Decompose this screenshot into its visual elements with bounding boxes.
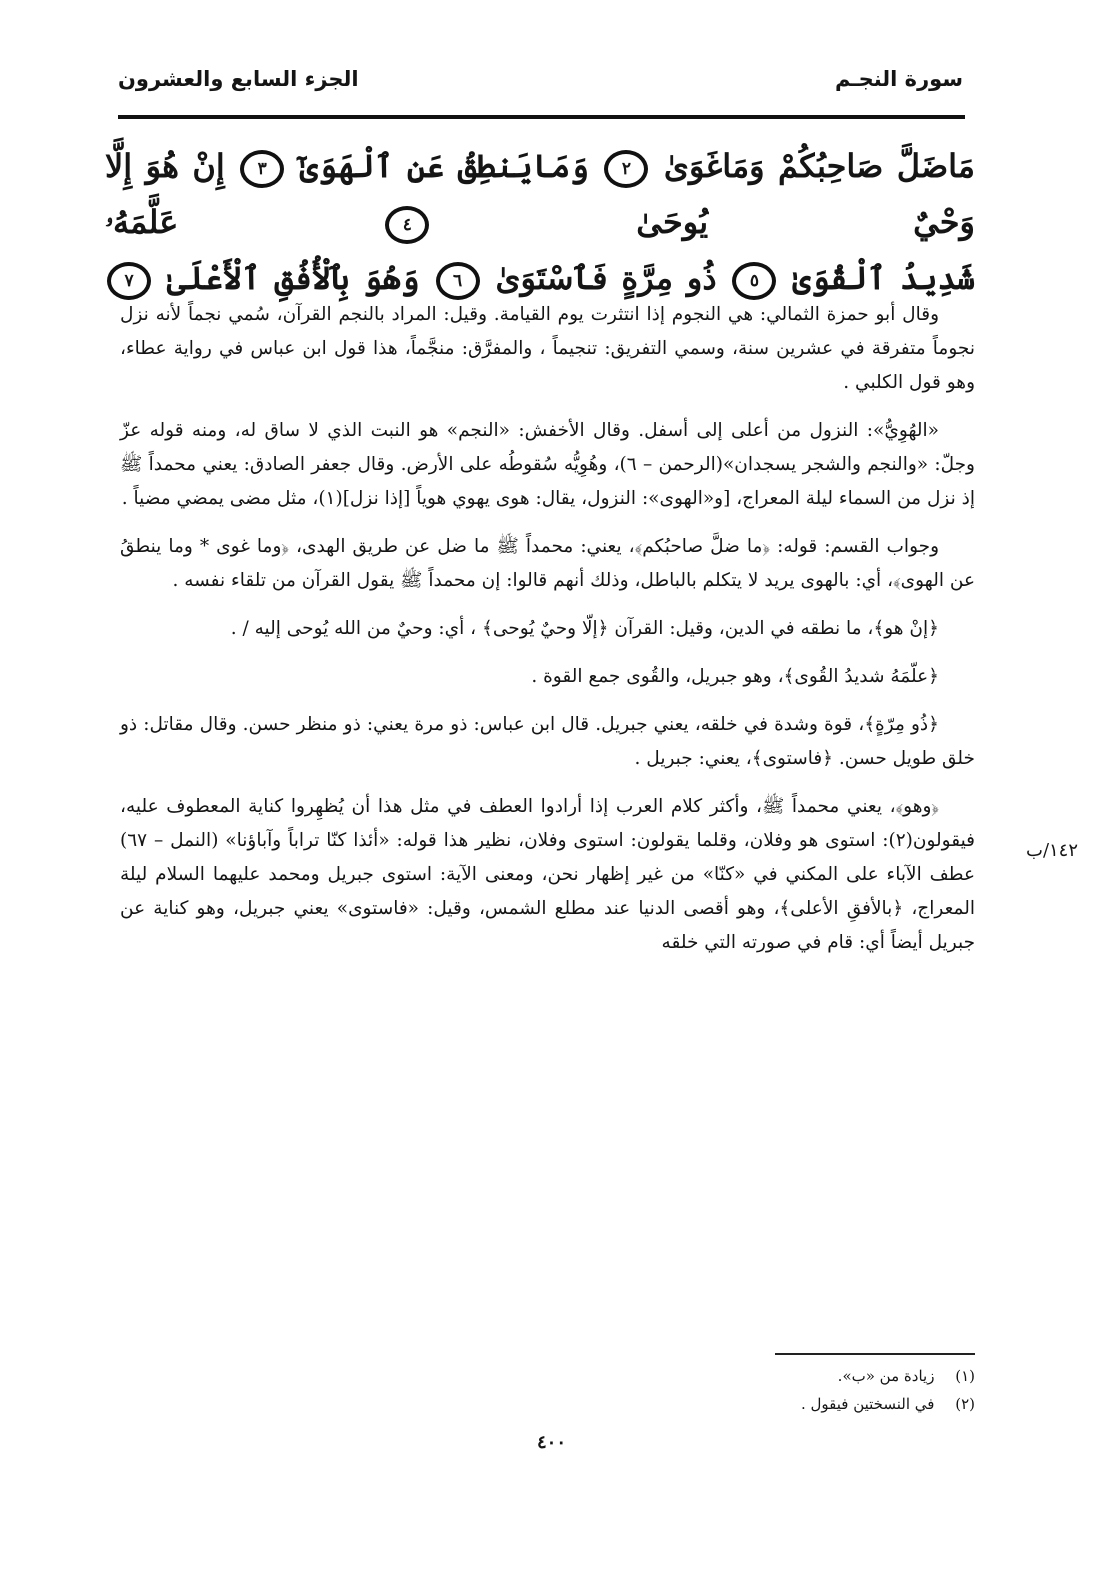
commentary-paragraph: «الهُوِيُّ»: النزول من أعلى إلى أسفل. وقال الأخفش: «النجم» هو النبت الذي لا ساق له، ومنه قوله عزّ وجلّ: «والنجم والشجر يسجدان»(الرحمن – ٦)، وهُوِيُّه سُقوطُه على الأرض. وقال جعفر الصادق: يعني محمداً ﷺ إذ نزل من السماء ليلة المعراج، [و«الهوى»: النزول، يقال: هوى يهوي هوياً [إذا نزل](١)، مثل مضى يمضي مضياً . (120, 420, 975, 509)
ayah-number-marker: ٤ (385, 206, 429, 244)
footnotes (475, 1362, 975, 1418)
verse-text: مَاضَلَّ صَاحِبُكُمْ وَمَاغَوَىٰ (663, 147, 976, 185)
commentary-paragraph: ﴿ذُو مِرّةٍ﴾، قوة وشدة في خلقه، يعني جبريل. قال ابن عباس: ذو مرة يعني: ذو منظر حسن. وقال مقاتل: ذو خلق طويل حسن. ﴿فاستوى﴾، يعني: جبريل . (120, 714, 975, 769)
verse-line-1 (105, 138, 975, 250)
manuscript-folio-note: ١٤٢/ب (1026, 840, 1079, 861)
verse-text: شَدِيدُ ٱلْقُوَىٰ (792, 259, 976, 297)
ayah-number-marker: ٧ (107, 262, 151, 300)
footnote-item (475, 1362, 975, 1390)
footnote-number: (٢) (955, 1395, 975, 1413)
verse-text: عَلَّمَهُۥ (105, 203, 179, 241)
page-number: ٤٠٠ (536, 1432, 566, 1453)
running-header (118, 58, 963, 100)
footnote-text: زيادة من «ب». (837, 1367, 935, 1385)
commentary-paragraph: ﴿علّمَهُ شديدُ القُوى﴾، وهو جبريل، والقُوى جمع القوة . (531, 666, 939, 687)
juz-title: الجزء السابع والعشرون (118, 67, 359, 91)
commentary-paragraph: ﴿وهو﴾، يعني محمداً ﷺ، وأكثر كلام العرب إذا أرادوا العطف في مثل هذا أن يُظهِروا كناية المعطوف عليه، فيقولون(٢): استوى هو وفلان، وقلما يقولون: استوى وفلان، نظير هذا قوله: «أئذا كنّا تراباً وآباؤنا» (النمل – ٦٧) عطف الآباء على المكني في «كنّا» من غير إظهار نحن، ومعنى الآية: استوى جبريل ومحمد عليهما السلام ليلة المعراج، ﴿بالأفقِ الأعلى﴾، وهو أقصى الدنيا عند مطلع الشمس، وقيل: «فاستوى» يعني جبريل، وهو كناية عن جبريل أيضاً أي: قام في صورته التي خلقه (120, 796, 975, 953)
footnote-rule (775, 1353, 975, 1355)
ayah-number-marker: ٥ (732, 262, 776, 300)
commentary-paragraph: وقال أبو حمزة الثمالي: هي النجوم إذا انتثرت يوم القيامة. وقيل: المراد بالنجم القرآن، سُمي نجماً لأنه نزل نجوماً متفرقة في عشرين سنة، وسمي التفريق: تنجيماً ، والمفرَّق: منجَّماً، هذا قول ابن عباس في رواية عطاء، وهو قول الكلبي . (120, 304, 975, 393)
quran-verses-block (105, 138, 975, 306)
ayah-number-marker: ٣ (240, 150, 284, 188)
ayah-number-marker: ٢ (604, 150, 648, 188)
commentary-paragraph: ﴿إنْ هو﴾، ما نطقه في الدين، وقيل: القرآن ﴿إلّا وحيٌ يُوحى﴾ ، أي: وحيٌ من الله يُوحى إليه / . (230, 618, 939, 639)
verse-text: إِنْ هُوَ إِلَّا وَحْيٌ يُوحَىٰ (105, 147, 976, 241)
ayah-number-marker: ٦ (436, 262, 480, 300)
footnote-text: في النسختين فيقول . (800, 1395, 935, 1413)
commentary-paragraph: وجواب القسم: قوله: ﴿ما ضلَّ صاحبُكم﴾، يعني: محمداً ﷺ ما ضل عن طريق الهدى، ﴿وما غوى * وما ينطقُ عن الهوى﴾، أي: بالهوى يريد لا يتكلم بالباطل، وذلك أنهم قالوا: إن محمداً ﷺ يقول القرآن من تلقاء نفسه . (120, 536, 975, 591)
verse-text: ذُو مِرَّةٍ فَٱسْتَوَىٰ (495, 259, 717, 297)
surah-title: سورة النجـم (834, 67, 963, 91)
footnote-item (475, 1390, 975, 1418)
verse-text: وَهُوَ بِٱلْأُفُقِ ٱلْأَعْلَىٰ (166, 259, 420, 297)
header-rule (118, 115, 965, 119)
commentary-body (120, 298, 975, 974)
footnote-number: (١) (955, 1367, 975, 1385)
verse-text: وَمَايَنطِقُ عَنِ ٱلْهَوَىٰٓ (299, 147, 590, 185)
